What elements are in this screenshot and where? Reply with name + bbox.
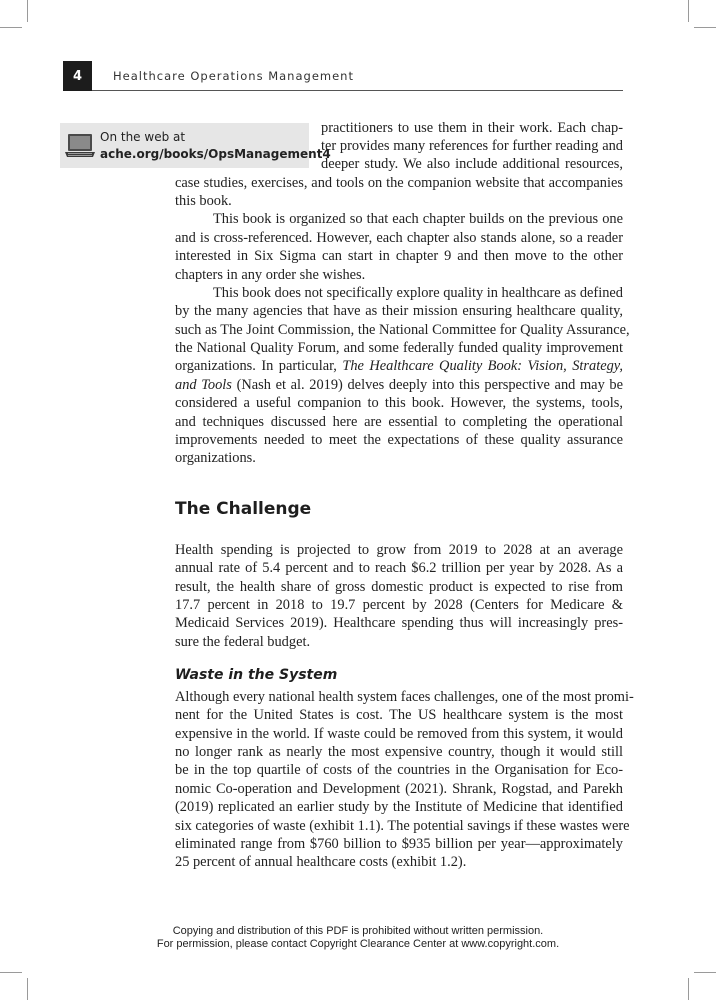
crop-mark-bottom-right-h [694, 972, 716, 973]
text-line: 17.7 percent in 2018 to 19.7 percent by 2028 (Centers for Medicare & [175, 597, 623, 613]
text-line: annual rate of 5.4 percent and to reach $6.2 trillion per year by 2028. As a [175, 560, 623, 576]
text-line: and techniques discussed here are essential to completing the operational [175, 414, 623, 430]
book-title: The Healthcare Quality Book: Vision, Strategy, [342, 358, 623, 374]
crop-mark-top-left-h [0, 27, 22, 28]
text-line: nomic Co-operation and Development (2021). Shrank, Rogstad, and Parekh [175, 781, 623, 797]
text-line: be in the top quartile of costs of the countries in the Organisation for Eco- [175, 762, 623, 778]
laptop-icon [64, 133, 96, 159]
text-line: eliminated range from $760 billion to $935 billion per year—approximately [175, 836, 623, 852]
text-line: ter provides many references for further reading and [321, 138, 623, 154]
web-callout-label: On the web at [100, 130, 186, 144]
text-line: sure the federal budget. [175, 634, 311, 650]
text-line: Medicaid Services 2019). Healthcare spending thus will increasingly pres- [175, 615, 623, 631]
page-number: 4 [63, 61, 92, 91]
text-line: nent for the United States is cost. The US healthcare system is the most [175, 707, 623, 723]
text-line [175, 357, 623, 375]
text-line: (2019) replicated an earlier study by the Institute of Medicine that identified [175, 799, 623, 815]
text-line: result, the health share of gross domestic product is expected to rise from [175, 579, 623, 595]
text-span: (Nash et al. 2019) delves deeply into this perspective and may be [231, 377, 623, 393]
web-callout [60, 123, 331, 168]
text-line: this book. [175, 193, 232, 209]
section-heading: The Challenge [175, 499, 312, 519]
text-line: practitioners to use them in their work. Each chap- [321, 120, 623, 136]
text-line: improvements needed to meet the expectations of these quality assurance [175, 432, 623, 448]
crop-mark-top-right-h [694, 27, 716, 28]
web-callout-url[interactable]: ache.org/books/OpsManagement4 [100, 147, 331, 161]
subsection-heading: Waste in the System [175, 667, 338, 683]
text-line: chapters in any order she wishes. [175, 267, 366, 283]
text-line: expensive in the world. If waste could be removed from this system, it would [175, 726, 623, 742]
text-line: Health spending is projected to grow from 2019 to 2028 at an average [175, 542, 623, 558]
text-line: This book does not specifically explore quality in healthcare as defined [213, 285, 623, 301]
running-head: Healthcare Operations Management [113, 69, 354, 83]
book-title: and Tools [175, 377, 232, 393]
text-line: no longer rank as nearly the most expensive country, though it would still [175, 744, 623, 760]
text-line: by the many agencies that have as their mission ensuring healthcare quality, [175, 303, 623, 319]
text-line: This book is organized so that each chapter builds on the previous one [213, 211, 623, 227]
text-line: deeper study. We also include additional resources, [321, 156, 623, 172]
text-line: considered a useful companion to this book. However, the systems, tools, [175, 395, 623, 411]
text-span: organizations. In particular, [175, 358, 343, 374]
header-rule [92, 90, 623, 91]
copyright-notice: Copying and distribution of this PDF is prohibited without written permission. [172, 925, 544, 937]
text-line: 25 percent of annual healthcare costs (exhibit 1.2). [175, 854, 467, 870]
crop-mark-bottom-left-h [0, 972, 22, 973]
text-line: interested in Six Sigma can start in chapter 9 and then move to the other [175, 248, 623, 264]
text-line [175, 376, 623, 394]
text-line: organizations. [175, 450, 256, 466]
permission-notice: For permission, please contact Copyright Clearance Center at www.copyright.com. [156, 938, 560, 950]
crop-mark-bottom-right [688, 978, 689, 1000]
crop-mark-top-right [688, 0, 689, 22]
text-line: and is cross-referenced. However, each chapter also stands alone, so a reader [175, 230, 623, 246]
text-line: the National Quality Forum, and some federally funded quality improvement [175, 340, 623, 356]
text-line: Although every national health system faces challenges, one of the most promi- [175, 689, 634, 705]
crop-mark-bottom-left [27, 978, 28, 1000]
text-line: six categories of waste (exhibit 1.1). The potential savings if these wastes were [175, 818, 630, 834]
crop-mark-top-left [27, 0, 28, 22]
text-line: case studies, exercises, and tools on the companion website that accompanies [175, 175, 623, 191]
text-line: such as The Joint Commission, the National Committee for Quality Assurance, [175, 322, 630, 338]
